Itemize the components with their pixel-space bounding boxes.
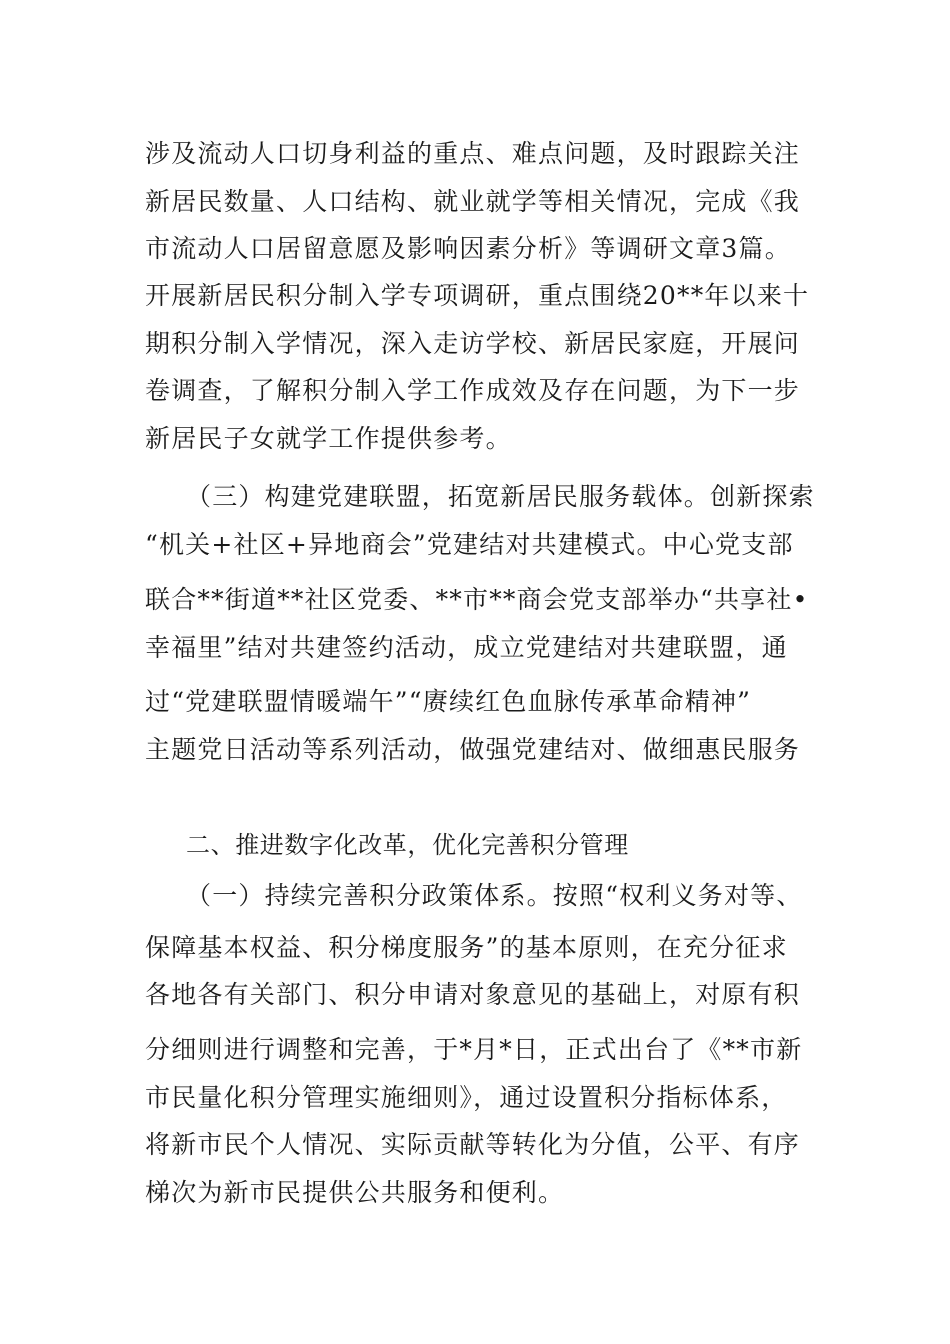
paragraph-line: 分细则进行调整和完善，于*月*日，正式出台了《**市新 (145, 1035, 803, 1064)
paragraph-line: 过“党建联盟情暖端午”“赓续红色血脉传承革命精神” (145, 687, 752, 716)
paragraph-line: 开展新居民积分制入学专项调研，重点围绕20**年以来十 (145, 281, 810, 310)
paragraph-line: 涉及流动人口切身利益的重点、难点问题，及时跟踪关注 (145, 139, 801, 168)
paragraph-line: 市流动人口居留意愿及影响因素分析》等调研文章3篇。 (145, 234, 791, 263)
paragraph-line: 各地各有关部门、积分申请对象意见的基础上，对原有积 (145, 980, 801, 1009)
paragraph-line: 联合**街道**社区党委、**市**商会党支部举办“共享社• (145, 585, 809, 614)
paragraph-line: 卷调查，了解积分制入学工作成效及存在问题，为下一步 (145, 376, 801, 405)
paragraph-line: 保障基本权益、积分梯度服务”的基本原则，在充分征求 (145, 933, 788, 962)
section-heading: 二、推进数字化改革，优化完善积分管理 (186, 831, 629, 859)
paragraph-line: 市民量化积分管理实施细则》，通过设置积分指标体系， (145, 1083, 788, 1112)
paragraph-line: 期积分制入学情况，深入走访学校、新居民家庭，开展问 (145, 329, 801, 358)
paragraph-line: 幸福里”结对共建签约活动，成立党建结对共建联盟，通 (145, 633, 788, 662)
paragraph-line: 新居民数量、人口结构、就业就学等相关情况，完成《我 (145, 187, 801, 216)
paragraph-line: （一）持续完善积分政策体系。按照“权利义务对等、 (186, 881, 803, 910)
paragraph-line: “机关+社区+异地商会”党建结对共建模式。中心党支部 (145, 530, 794, 559)
paragraph-line: 将新市民个人情况、实际贡献等转化为分值，公平、有序 (145, 1130, 801, 1159)
paragraph-line: （三）构建党建联盟，拓宽新居民服务载体。创新探索 (186, 482, 815, 511)
paragraph-line: 梯次为新市民提供公共服务和便利。 (145, 1178, 565, 1207)
paragraph-line: 主题党日活动等系列活动，做强党建结对、做细惠民服务 (145, 735, 801, 764)
paragraph-line: 新居民子女就学工作提供参考。 (145, 424, 512, 453)
